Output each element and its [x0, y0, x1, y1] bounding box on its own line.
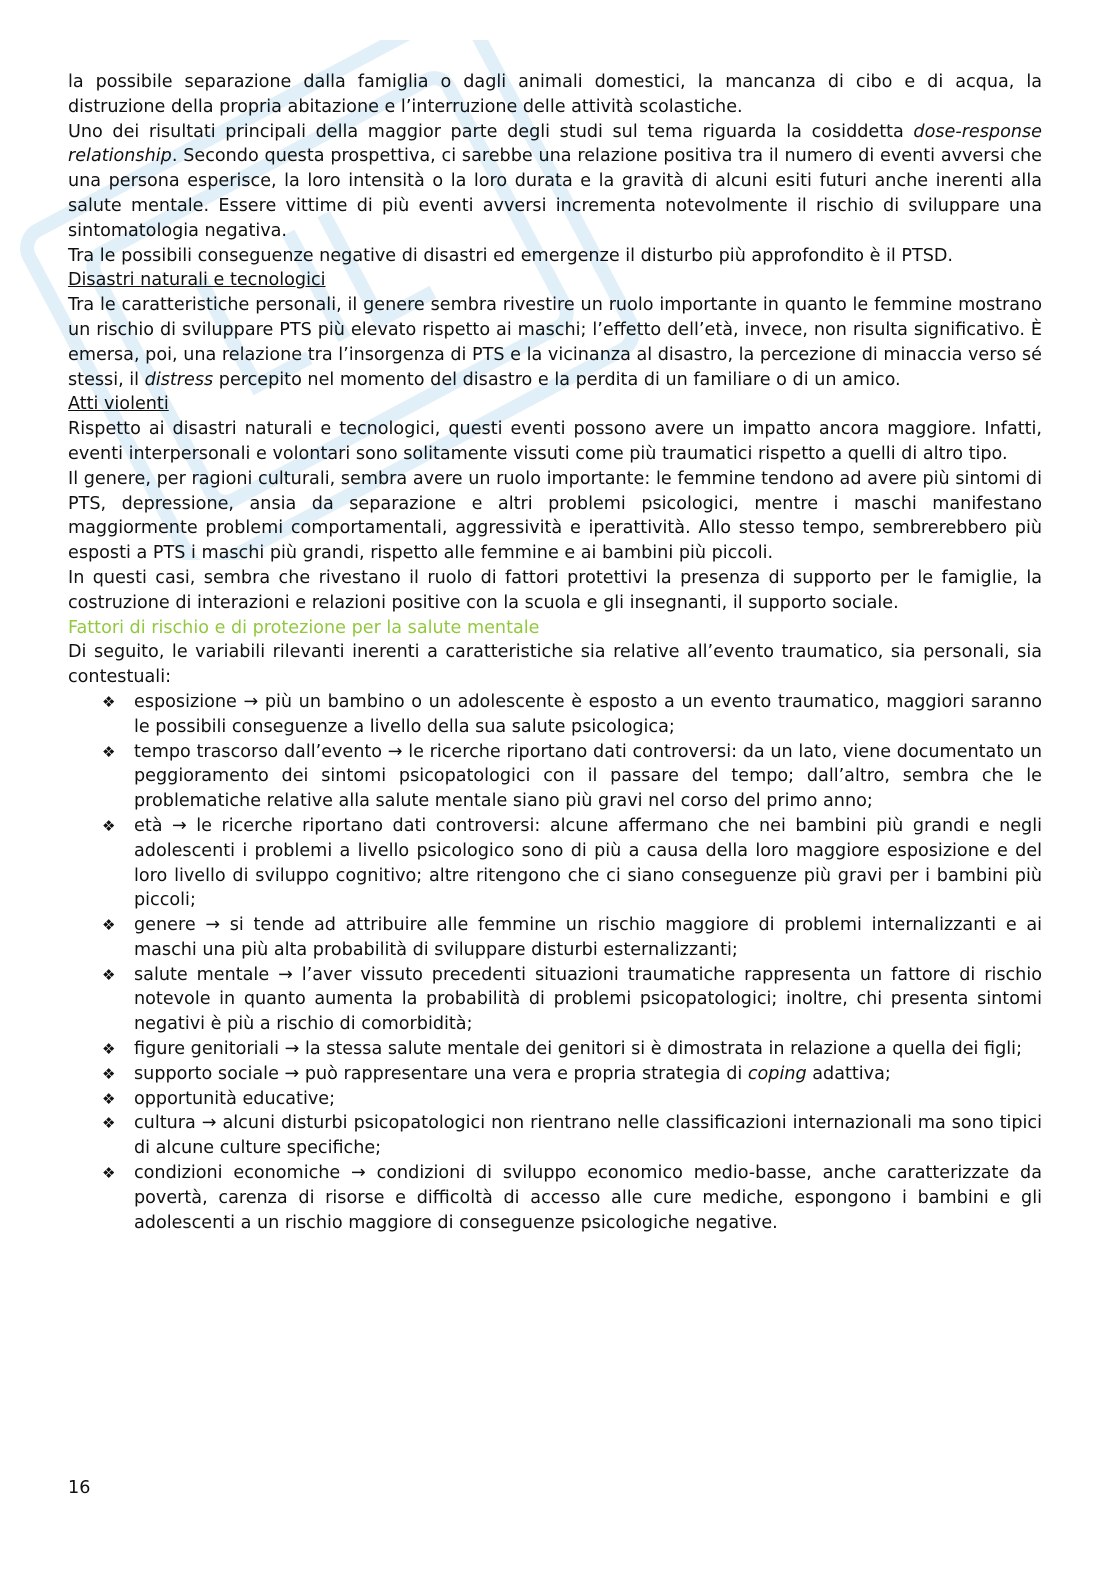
- bullet-diamond-icon: ❖: [102, 1064, 116, 1083]
- factor-genere: ❖ genere → si tende ad attribuire alle femmine un rischio maggiore di problemi internalizzanti e ai maschi una più alta probabilità di sviluppare disturbi esternalizzanti;: [102, 915, 1042, 960]
- factor-cultura: ❖ cultura → alcuni disturbi psicopatologici non rientrano nelle classificazioni internazionali ma sono tipici di alcune culture specifiche;: [102, 1113, 1042, 1159]
- paragraph-variabili: Di seguito, le variabili rilevanti inerenti a caratteristiche sia relative all’evento traumatico, sia personali, sia contestuali:: [68, 642, 1042, 688]
- bullet-diamond-icon: ❖: [102, 742, 116, 761]
- paragraph-disastri: Tra le caratteristiche personali, il genere sembra rivestire un ruolo importante in quanto le femmine mostrano un rischio di sviluppare PTS più elevato rispetto ai maschi; l’effetto dell’età, invece, non risulta significativo. È emersa, poi, una relazione tra l’insorgenza di PTS e la vicinanza al disastro, la percezione di minaccia verso sé stessi, il distress percepito nel momento del disastro e la perdita di un familiare o di un amico.: [68, 295, 1042, 390]
- italic-term: coping: [747, 1063, 807, 1084]
- paragraph-atti-violenti: Rispetto ai disastri naturali e tecnologici, questi eventi possono avere un impatto ancora maggiore. Infatti, eventi interpersonali e volontari sono solitamente vissuti come più traumatici rispetto a quelli di altro tipo.: [68, 419, 1042, 464]
- italic-term: dose-response relationship: [68, 121, 1042, 167]
- bullet-diamond-icon: ❖: [102, 965, 116, 984]
- factor-tempo: ❖ tempo trascorso dall’evento → le ricerche riportano dati controversi: da un lato, viene documentato un peggioramento dei sintomi psicopatologici con il passare del tempo; dall’altro, sembra che le problematiche relative alla salute mentale siano più gravi nel corso del primo anno;: [102, 741, 1042, 812]
- paragraph-intro: la possibile separazione dalla famiglia o dagli animali domestici, la mancanza di cibo e di acqua, la distruzione della propria abitazione e l’interruzione delle attività scolastiche.: [68, 72, 1042, 117]
- factor-esposizione: ❖ esposizione → più un bambino o un adolescente è esposto a un evento traumatico, maggiori saranno le possibili conseguenze a livello della sua salute psicologica;: [102, 691, 1042, 737]
- factor-opportunita: ❖ opportunità educative;: [68, 1087, 1042, 1112]
- page-number: 16: [68, 1478, 91, 1498]
- factor-figure-genitoriali: ❖ figure genitoriali → la stessa salute mentale dei genitori si è dimostrata in relazione a quella dei figli;: [68, 1037, 1042, 1062]
- italic-term: distress: [144, 369, 214, 390]
- factor-eta: ❖ età → le ricerche riportano dati controversi: alcune affermano che nei bambini più grandi e negli adolescenti i problemi a livello psicologico sono di più a causa della loro maggiore esposizione e del loro livello di sviluppo cognitivo; altre ritengono che ci siano conseguenze più gravi per i bambini più piccoli;: [102, 815, 1042, 911]
- bullet-diamond-icon: ❖: [102, 816, 116, 835]
- factor-condizioni-economiche: ❖ condizioni economiche → condizioni di sviluppo economico medio-basse, anche caratterizzate da povertà, carenza di risorse e difficoltà di accesso alle cure mediche, espongono i bambini e gli adolescenti a un rischio maggiore di conseguenze psicologiche negative.: [102, 1163, 1042, 1233]
- paragraph-ptsd: Tra le possibili conseguenze negative di disastri ed emergenze il disturbo più approfondito è il PTSD.: [68, 245, 954, 266]
- paragraph-dose-response: Uno dei risultati principali della maggior parte degli studi sul tema riguarda la cosiddetta dose-response relationship. Secondo questa prospettiva, ci sarebbe una relazione positiva tra il numero di eventi avversi che una persona esperisce, la loro intensità o la loro durata e la gravità di alcuni esiti futuri anche inerenti alla salute mentale. Essere vittime di più eventi avversi incrementa notevolmente il rischio di sviluppare una sintomatologia negativa.: [68, 121, 1042, 241]
- document-page: [68, 70, 1042, 1235]
- subheading-disastri: Disastri naturali e tecnologici: [68, 270, 326, 291]
- factor-supporto-sociale: ❖ supporto sociale → può rappresentare una vera e propria strategia di coping adattiva;: [68, 1062, 1042, 1087]
- bullet-diamond-icon: ❖: [102, 1089, 116, 1108]
- factors-list: [68, 690, 1042, 1236]
- bullet-diamond-icon: ❖: [102, 692, 116, 711]
- section-heading-fattori: Fattori di rischio e di protezione per la salute mentale: [68, 617, 540, 638]
- paragraph-genere: Il genere, per ragioni culturali, sembra avere un ruolo importante: le femmine tendono ad avere più sintomi di PTS, depressione, ansia da separazione e altri problemi psicologici, mentre i maschi manifestano maggiormente problemi comportamentali, aggressività e iperattività. Allo stesso tempo, sembrerebbero più esposti a PTS i maschi più grandi, rispetto alle femmine e ai bambini più piccoli.: [68, 468, 1042, 564]
- bullet-diamond-icon: ❖: [102, 916, 116, 935]
- subheading-atti-violenti: Atti violenti: [68, 394, 169, 415]
- paragraph-fattori-protettivi: In questi casi, sembra che rivestano il ruolo di fattori protettivi la presenza di supporto per le famiglie, la costruzione di interazioni e relazioni positive con la scuola e gli insegnanti, il supporto sociale.: [68, 567, 1042, 613]
- factor-salute-mentale: ❖ salute mentale → l’aver vissuto precedenti situazioni traumatiche rappresenta un fattore di rischio notevole in quanto aumenta la probabilità di problemi psicopatologici; inoltre, chi presenta sintomi negativi è più a rischio di comorbidità;: [102, 964, 1042, 1035]
- bullet-diamond-icon: ❖: [102, 1164, 116, 1183]
- bullet-diamond-icon: ❖: [102, 1040, 116, 1059]
- bullet-diamond-icon: ❖: [102, 1114, 116, 1133]
